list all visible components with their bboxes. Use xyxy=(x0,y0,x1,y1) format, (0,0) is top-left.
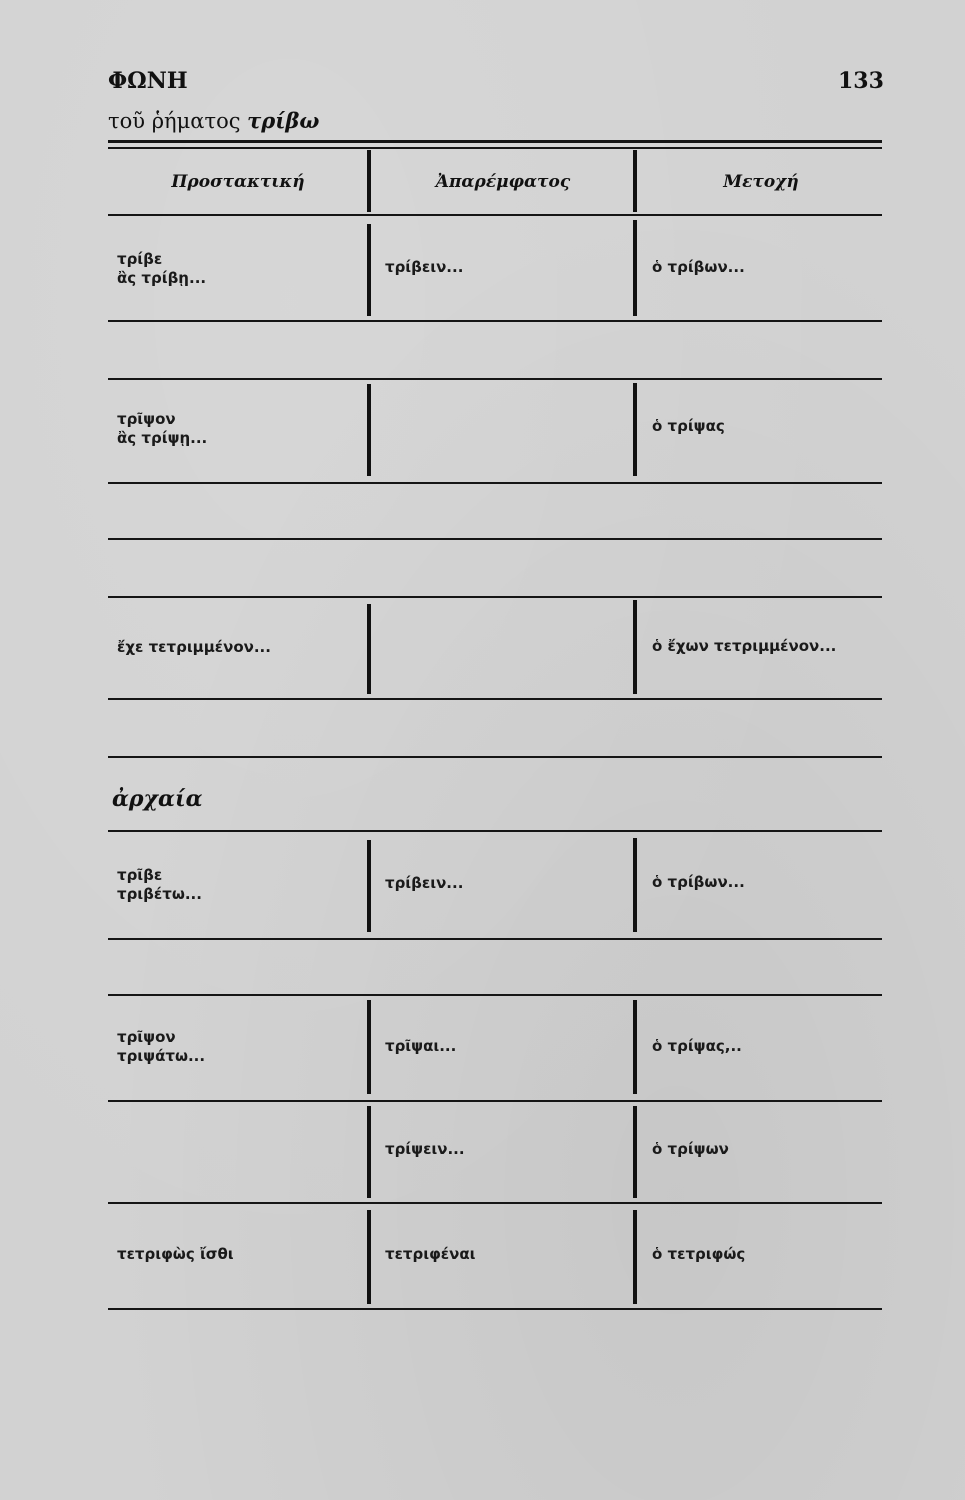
row-rule xyxy=(108,830,882,832)
column-divider xyxy=(367,1000,371,1094)
column-divider xyxy=(633,1000,637,1094)
subtitle-prefix: τοῦ ῥήματος xyxy=(108,109,241,133)
column-divider xyxy=(633,150,637,212)
row-rule xyxy=(108,1100,882,1102)
column-divider xyxy=(367,1106,371,1198)
ancient-section-label: ἀρχαία xyxy=(112,786,203,812)
cell-imperative: ἔχε τετριμμένον... xyxy=(117,638,271,656)
cell-infinitive: τρίβειν... xyxy=(385,874,464,892)
cell-participle: ὁ τετριφώς xyxy=(652,1245,746,1263)
column-divider xyxy=(367,840,371,932)
row-rule xyxy=(108,596,882,598)
cell-infinitive: τρίβειν... xyxy=(385,258,464,276)
column-divider xyxy=(633,838,637,932)
page-number: 133 xyxy=(838,68,884,94)
column-divider xyxy=(633,220,637,316)
row-rule xyxy=(108,1308,882,1310)
column-header-participle: Μετοχή xyxy=(723,172,799,192)
column-divider xyxy=(633,600,637,694)
cell-participle: ὁ τρίψων xyxy=(652,1140,729,1158)
header-rule xyxy=(108,214,882,216)
cell-imperative: τρίβε ἂς τρίβῃ... xyxy=(117,250,207,287)
row-rule xyxy=(108,698,882,700)
row-rule xyxy=(108,538,882,540)
column-header-infinitive: Ἀπαρέμφατος xyxy=(435,172,571,192)
cell-imperative: τετριφὼς ἴσθι xyxy=(117,1245,234,1263)
cell-imperative: τρῖψον τριψάτω... xyxy=(117,1028,206,1065)
verb-subtitle xyxy=(108,108,319,133)
row-rule xyxy=(108,938,882,940)
column-divider xyxy=(367,224,371,316)
column-divider xyxy=(633,1106,637,1198)
subtitle-verb: τρίβω xyxy=(247,108,320,133)
column-header-imperative: Προστακτική xyxy=(171,172,305,192)
column-divider xyxy=(367,384,371,476)
row-rule xyxy=(108,1202,882,1204)
cell-participle: ὁ τρίβων... xyxy=(652,258,745,276)
cell-participle: ὁ τρίβων... xyxy=(652,873,745,891)
top-rule-secondary xyxy=(108,147,882,149)
row-rule xyxy=(108,320,882,322)
voice-heading: ΦΩΝΗ xyxy=(108,68,188,94)
column-divider xyxy=(367,150,371,212)
cell-imperative: τρῖψον ἂς τρίψῃ... xyxy=(117,410,208,447)
column-divider xyxy=(367,604,371,694)
row-rule xyxy=(108,378,882,380)
column-divider xyxy=(633,383,637,476)
cell-participle: ὁ ἔχων τετριμμένον... xyxy=(652,637,837,655)
row-rule xyxy=(108,756,882,758)
cell-infinitive: τρῖψαι... xyxy=(385,1037,457,1055)
cell-infinitive: τετριφέναι xyxy=(385,1245,476,1263)
row-rule xyxy=(108,482,882,484)
row-rule xyxy=(108,994,882,996)
cell-imperative: τρῖβε τριβέτω... xyxy=(117,866,202,903)
column-divider xyxy=(367,1210,371,1304)
cell-participle: ὁ τρίψας,.. xyxy=(652,1037,742,1055)
cell-participle: ὁ τρίψας xyxy=(652,417,725,435)
cell-infinitive: τρίψειν... xyxy=(385,1140,465,1158)
top-rule xyxy=(108,140,882,143)
column-divider xyxy=(633,1210,637,1304)
